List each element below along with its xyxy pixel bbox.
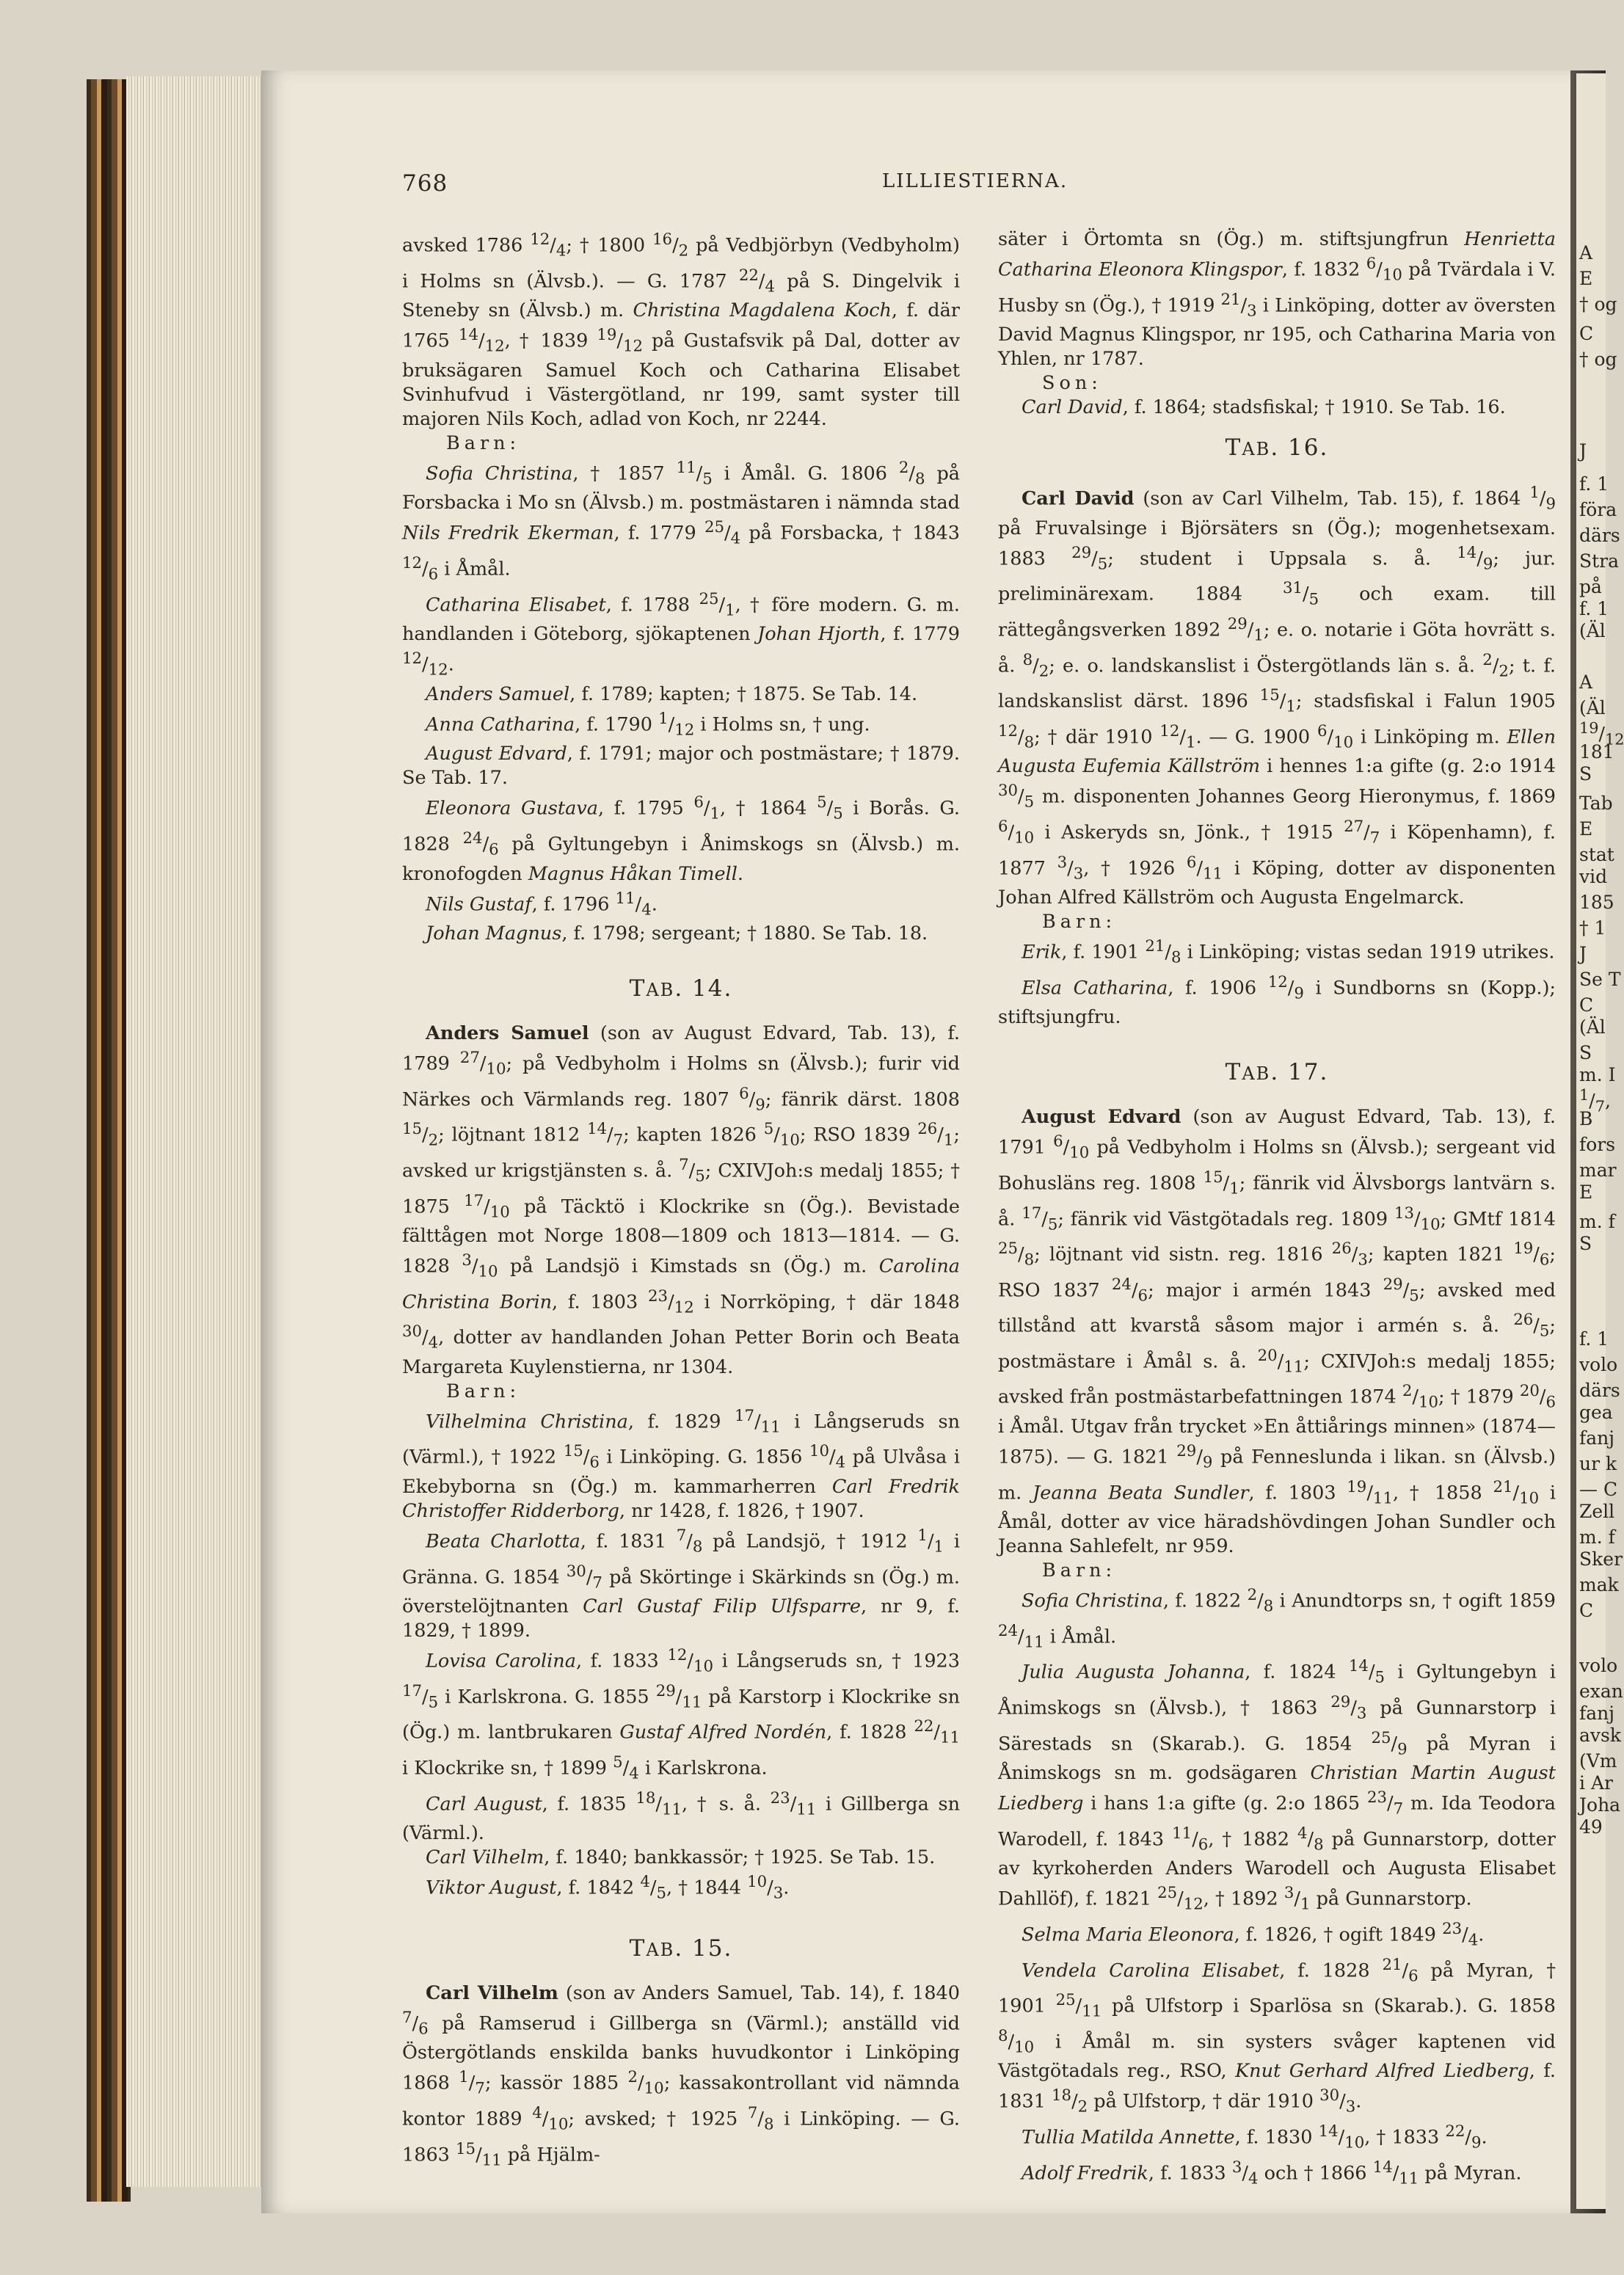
genealogy-entry: Sofia Christina, † 1857 $^{11}/_5$ i Åmål. G. 1806 $^2/_8$ på Forsbacka i Mo sn (Älvsb.) m. postmästaren i nämnda stad Nils Fredrik Ekerman, f. 1779 $^{25}/_4$ på Forsbacka, † 1843 $^{12}/_6$ i Åmål. [402, 458, 961, 584]
genealogy-entry: Anna Catharina, f. 1790 $^1/_{12}$ i Holms sn, † ung. [426, 709, 870, 740]
genealogy-entry: Beata Charlotta, f. 1831 $^7/_8$ på Landsjö, † 1912 $^1/_1$ i Gränna. G. 1854 $^{30}/_7$ på Skörtinge i Skärkinds sn (Ög.) m. överstelöjtnanten Carl Gustaf Filip Ulfsparre, nr 9, f. 1829, † 1899. [402, 1526, 961, 1642]
next-page-text-fragment: Stra [1579, 550, 1620, 572]
genealogy-entry: Julia Augusta Johanna, f. 1824 $^{14}/_5$ i Gyltungebyn i Ånimskogs sn (Älvsb.), † 1863 $^{29}/_3$ på Gunnarstorp i Särestads sn (Skarab.). G. 1854 $^{25}/_9$ på Myran i Ånimskogs sn m. godsägaren Christian Martin August Liedberg i hans 1:a gifte (g. 2:o 1865 $^{23}/_7$ m. Ida Teodora Warodell, f. 1843 $^{11}/_6$, † 1882 $^4/_8$ på Gunnarstorp, dotter av kyrkoherden Anders Warodell och Augusta Elisabet Dahllöf), f. 1821 $^{25}/_{12}$, † 1892 $^3/_1$ på Gunnarstorp. [998, 1657, 1556, 1914]
next-page-text-fragment: (Äl [1579, 697, 1606, 718]
next-page-text-fragment: 185 [1579, 892, 1614, 913]
next-page-text-fragment: f. 1 [1579, 598, 1609, 619]
next-page-text-fragment: E [1579, 1182, 1593, 1203]
genealogy-entry: Carl Vilhelm, f. 1840; bankkassör; † 1925. Se Tab. 15. [426, 1846, 936, 1869]
next-page-text-fragment: E [1579, 818, 1593, 840]
next-page-text-fragment: E [1579, 268, 1593, 289]
genealogy-entry: Viktor August, f. 1842 $^4/_5$, † 1844 $^{10}/_3$. [426, 1873, 790, 1903]
genealogy-entry: Vilhelmina Christina, f. 1829 $^{17}/_{11}$ i Långseruds sn (Värml.), † 1922 $^{15}/_6$ i Linköping. G. 1856 $^{10}/_4$ på Ulvåsa i Ekebyborna sn (Ög.) m. kammarherren Carl Fredrik Christoffer Ridderborg, nr 1428, f. 1826, † 1907. [402, 1406, 960, 1523]
genealogy-entry: Anders Samuel (son av August Edvard, Tab. 13), f. 1789 $^{27}/_{10}$; på Vedbyholm i Holms sn (Älvsb.); furir vid Närkes och Värmlands reg. 1807 $^6/_9$; fänrik därst. 1808 $^{15}/_2$; löjtnant 1812 $^{14}/_7$; kapten 1826 $^5/_{10}$; RSO 1839 $^{26}/_1$; avsked ur krigstjänsten s. å. $^7/_5$; CXIVJoh:s medalj 1855; † 1875 $^{17}/_{10}$ på Täcktö i Klockrike sn (Ög.). Bevistade fälttågen mot Norge 1808—1809 och 1813—1814. — G. 1828 $^3/_{10}$ på Landsjö i Kimstads sn (Ög.) m. Carolina Christina Borin, f. 1803 $^{23}/_{12}$ i Norrköping, † där 1848 $^{30}/_4$, dotter av handlanden Johan Petter Borin och Beata Margareta Kuylenstierna, nr 1304. [402, 1022, 961, 1378]
next-page-text-fragment: vid [1579, 866, 1608, 887]
next-page-text-fragment: m. f [1579, 1211, 1615, 1232]
next-page-text-fragment: volo [1579, 1354, 1618, 1375]
genealogy-entry: Carl Vilhelm (son av Anders Samuel, Tab. 14), f. 1840 $^7/_6$ på Ramserud i Gillberga sn (Värml.); anställd vid Östergötlands enskilda banks huvudkontor i Linköping 1868 $^1/_7$; kassör 1885 $^2/_{10}$; kassakontrollant vid nämnda kontor 1889 $^4/_{10}$; avsked; † 1925 $^7/_8$ i Linköping. — G. 1863 $^{15}/_{11}$ på Hjälm- [402, 1981, 960, 2170]
next-page-text-fragment: ur k [1579, 1453, 1617, 1474]
next-page-text-fragment: † og [1579, 294, 1617, 315]
next-page-text-fragment: S [1579, 763, 1592, 785]
table-heading: TAB. 14. [629, 975, 733, 1002]
table-heading: TAB. 15. [629, 1934, 733, 1962]
next-page-text-fragment: fanj [1579, 1703, 1615, 1724]
genealogy-entry: Carl David, f. 1864; stadsfiskal; † 1910. Se Tab. 16. [1022, 396, 1506, 419]
children-label: Barn: [446, 432, 521, 454]
next-page-text-fragment: mak [1579, 1574, 1619, 1595]
next-page-text-fragment: därs [1579, 1380, 1620, 1401]
next-page-text-fragment: i Ar [1579, 1772, 1613, 1794]
next-page-text-fragment: Sker [1579, 1548, 1623, 1570]
next-page-text-fragment: S [1579, 1233, 1592, 1254]
genealogy-entry: Elsa Catharina, f. 1906 $^{12}/_9$ i Sundborns sn (Kopp.); stiftsjungfru. [998, 972, 1556, 1029]
next-page-text-fragment: fanj [1579, 1427, 1615, 1449]
next-page-text-fragment: C [1579, 323, 1594, 344]
next-page-text-fragment: stat [1579, 844, 1614, 865]
next-page-text-fragment: f. 1 [1579, 473, 1609, 495]
page-number: 768 [402, 170, 448, 197]
next-page-text-fragment: avsk [1579, 1725, 1622, 1746]
next-page-text-fragment: † og [1579, 349, 1617, 370]
next-page-text-fragment: exan [1579, 1681, 1623, 1702]
next-page-text-fragment: J [1579, 943, 1587, 964]
next-page-text-fragment: A [1579, 671, 1593, 693]
book-cover-edge [87, 79, 131, 2202]
running-head: LILLIESTIERNA. [882, 170, 1068, 192]
next-page-text-fragment: C [1579, 1600, 1594, 1621]
genealogy-entry: Lovisa Carolina, f. 1833 $^{12}/_{10}$ i Långseruds sn, † 1923 $^{17}/_5$ i Karlskrona. G. 1855 $^{29}/_{11}$ på Karstorp i Klockrike sn (Ög.) m. lantbrukaren Gustaf Alfred Nordén, f. 1828 $^{22}/_{11}$ i Klockrike sn, † 1899 $^5/_4$ i Karlskrona. [402, 1646, 961, 1783]
table-heading: TAB. 16. [1225, 434, 1329, 462]
next-page-text-fragment: Tab [1579, 793, 1613, 814]
next-page-text-fragment: C [1579, 994, 1594, 1016]
next-page-text-fragment: 181 [1579, 741, 1614, 762]
next-page-text-fragment: $^{19}/_{12}$ [1579, 719, 1624, 749]
genealogy-entry: August Edvard (son av August Edvard, Tab. 13), f. 1791 $^6/_{10}$ på Vedbyholm i Holms sn (Älvsb.); sergeant vid Bohusläns reg. 1808 $^{15}/_1$; fänrik vid Älvsborgs lantvärn s. å. $^{17}/_5$; fänrik vid Västgötadals reg. 1809 $^{13}/_{10}$; GMtf 1814 $^{25}/_8$; löjtnant vid sistn. reg. 1816 $^{26}/_3$; kapten 1821 $^{19}/_6$; RSO 1837 $^{24}/_6$; major i armén 1843 $^{29}/_5$; avsked med tillstånd att kvarstå såsom major i armén s. å. $^{26}/_5$; postmästare i Åmål s. å. $^{20}/_{11}$; CXIVJoh:s medalj 1855; avsked från postmästarbefattningen 1874 $^2/_{10}$; † 1879 $^{20}/_6$ i Åmål. Utgav från trycket »En åttiårings minnen» (1874—1875). — G. 1821 $^{29}/_9$ på Fenneslunda i likan. sn (Älvsb.) m. Jeanna Beata Sundler, f. 1803 $^{19}/_{11}$, † 1858 $^{21}/_{10}$ i Åmål, dotter av vice häradshövdingen Johan Sundler och Jeanna Sahlefelt, nr 959. [998, 1106, 1556, 1558]
table-heading: TAB. 17. [1225, 1059, 1329, 1086]
next-page-text-fragment: 49 [1579, 1816, 1603, 1838]
genealogy-entry: Eleonora Gustava, f. 1795 $^6/_1$, † 1864 $^5/_5$ i Borås. G. 1828 $^{24}/_6$ på Gyltungebyn i Ånimskogs sn (Älvsb.) m. kronofogden Magnus Håkan Timell. [402, 793, 960, 885]
genealogy-entry: Nils Gustaf, f. 1796 $^{11}/_4$. [426, 889, 658, 920]
genealogy-entry: Carl August, f. 1835 $^{18}/_{11}$, † s. å. $^{23}/_{11}$ i Gillberga sn (Värml.). [402, 1788, 961, 1845]
next-page-text-fragment: m. I [1579, 1064, 1616, 1085]
next-page-text-fragment: därs [1579, 525, 1620, 546]
next-page-text-fragment: (Äl [1579, 620, 1606, 641]
next-page-text-fragment: m. f [1579, 1526, 1615, 1548]
genealogy-entry: August Edvard, f. 1791; major och postmästare; † 1879. Se Tab. 17. [402, 743, 960, 790]
genealogy-entry: avsked 1786 $^{12}/_4$; † 1800 $^{16}/_2$ på Vedbjörbyn (Vedbyholm) i Holms sn (Älvsb.). — G. 1787 $^{22}/_4$ på S. Dingelvik i Steneby sn (Älvsb.) m. Christina Magdalena Koch, f. där 1765 $^{14}/_{12}$, † 1839 $^{19}/_{12}$ på Gustafsvik på Dal, dotter av bruksägaren Samuel Koch och Catharina Elisabet Svinhufvud i Västergötland, nr 199, samt syster till majoren Nils Koch, adlad von Koch, nr 2244. [402, 230, 960, 430]
next-page-text-fragment: J [1579, 440, 1587, 462]
genealogy-entry: Erik, f. 1901 $^{21}/_8$ i Linköping; vistas sedan 1919 utrikes. [1022, 937, 1555, 967]
genealogy-entry: Selma Maria Eleonora, f. 1826, † ogift 1849 $^{23}/_4$. [1022, 1920, 1485, 1950]
next-page-text-fragment: på [1579, 576, 1602, 597]
next-page-text-fragment: Zell [1579, 1501, 1615, 1522]
genealogy-entry: Vendela Carolina Elisabet, f. 1828 $^{21}/_6$ på Myran, † 1901 $^{25}/_{11}$ på Ulfstorp i Sparlösa sn (Skarab.). G. 1858 $^8/_{10}$ i Åmål m. sin systers svåger kaptenen vid Västgötadals reg., RSO, Knut Gerhard Alfred Liedberg, f. 1831 $^{18}/_2$ på Ulfstorp, † där 1910 $^{30}/_3$. [998, 1955, 1556, 2116]
next-page-text-fragment: gea [1579, 1402, 1613, 1423]
children-label: Son: [1042, 372, 1102, 395]
next-page-text-fragment: Se T [1579, 969, 1621, 990]
next-page-text-fragment: B [1579, 1108, 1593, 1129]
next-page-text-fragment: — C [1579, 1479, 1618, 1500]
children-label: Barn: [446, 1380, 521, 1402]
genealogy-entry: säter i Örtomta sn (Ög.) m. stiftsjungfrun Henrietta Catharina Eleonora Klingspor, f. 1832 $^6/_{10}$ på Tvärdala i V. Husby sn (Ög.), † 1919 $^{21}/_3$ i Linköping, dotter av översten David Magnus Klingspor, nr 195, och Catharina Maria von Yhlen, nr 1787. [998, 228, 1556, 371]
page-stack-edge [126, 76, 266, 2187]
next-page-text-fragment: (Äl [1579, 1016, 1606, 1038]
next-page-text-fragment: S [1579, 1042, 1592, 1063]
next-page-text-fragment: (Vm [1579, 1750, 1617, 1772]
children-label: Barn: [1042, 1559, 1117, 1582]
right-column [998, 228, 1556, 2191]
next-page-text-fragment: † 1 [1579, 917, 1606, 939]
next-page-text-fragment: volo [1579, 1655, 1618, 1676]
genealogy-entry: Catharina Elisabet, f. 1788 $^{25}/_1$, † före modern. G. m. handlanden i Göteborg, sjökaptenen Johan Hjorth, f. 1779 $^{12}/_{12}$. [402, 589, 960, 680]
next-page-text-fragment: A [1579, 242, 1593, 263]
next-page-text-fragment: föra [1579, 499, 1617, 520]
next-page-text-fragment: mar [1579, 1160, 1617, 1181]
children-label: Barn: [1042, 911, 1117, 933]
next-page-text-fragment: f. 1 [1579, 1328, 1609, 1350]
genealogy-entry: Sofia Christina, f. 1822 $^2/_8$ i Anundtorps sn, † ogift 1859 $^{24}/_{11}$ i Åmål. [998, 1586, 1556, 1652]
genealogy-entry: Carl David (son av Carl Vilhelm, Tab. 15), f. 1864 $^1/_9$ på Fruvalsinge i Björsäters sn (Ög.); mogenhetsexam. 1883 $^{29}/_5$; student i Uppsala s. å. $^{14}/_9$; jur. preliminärexam. 1884 $^{31}/_5$ och exam. till rättegångsverken 1892 $^{29}/_1$; e. o. notarie i Göta hovrätt s. å. $^8/_2$; e. o. landskanslist i Östergötlands län s. å. $^2/_2$; t. f. landskanslist därst. 1896 $^{15}/_1$; stadsfiskal i Falun 1905 $^{12}/_8$; † där 1910 $^{12}/_1$. — G. 1900 $^6/_{10}$ i Linköping m. Ellen Augusta Eufemia Källström i hennes 1:a gifte (g. 2:o 1914 $^{30}/_5$ m. disponenten Johannes Georg Hieronymus, f. 1869 $^6/_{10}$ i Askeryds sn, Jönk., † 1915 $^{27}/_7$ i Köpenhamn), f. 1877 $^3/_3$, † 1926 $^6/_{11}$ i Köping, dotter av disponenten Johan Alfred Källström och Augusta Engelmarck. [998, 484, 1556, 909]
genealogy-entry: Johan Magnus, f. 1798; sergeant; † 1880. Se Tab. 18. [426, 922, 928, 945]
left-column [402, 228, 960, 2172]
genealogy-entry: Adolf Fredrik, f. 1833 $^3/_4$ och † 1866 $^{14}/_{11}$ på Myran. [1022, 2158, 1522, 2188]
next-page-text-fragment: $^1/_7$, [1579, 1086, 1611, 1115]
next-page-text-fragment: Joha [1579, 1794, 1621, 1816]
genealogy-entry: Tullia Matilda Annette, f. 1830 $^{14}/_{10}$, † 1833 $^{22}/_9$. [1022, 2122, 1488, 2152]
next-page-text-fragment: fors [1579, 1134, 1616, 1155]
genealogy-entry: Anders Samuel, f. 1789; kapten; † 1875. Se Tab. 14. [426, 682, 918, 705]
